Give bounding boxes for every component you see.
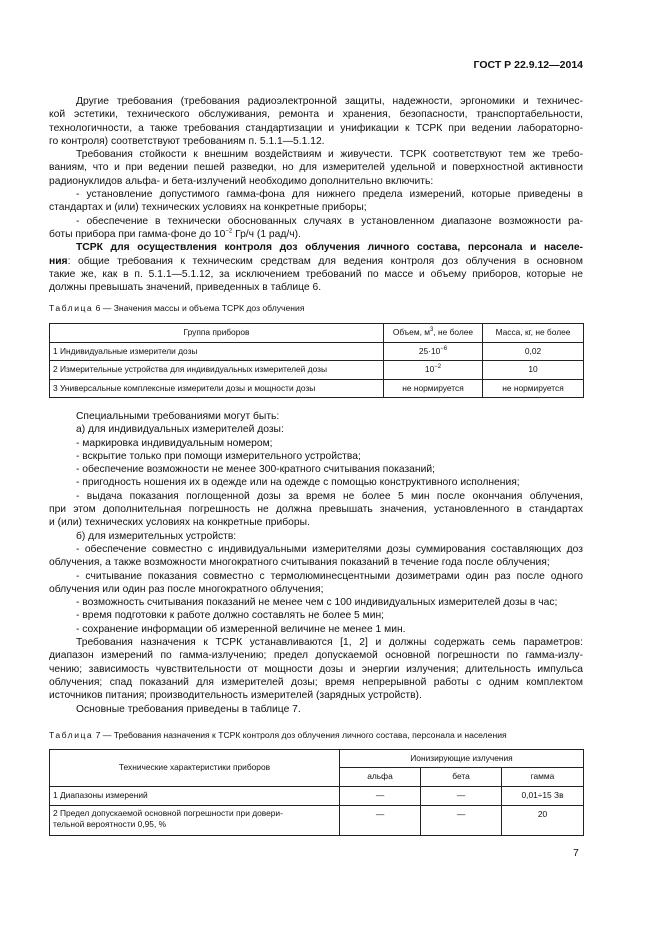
- text-line: - обеспечение в технически обоснованных случаях в установленном диапазоне возможности ра-: [76, 215, 583, 227]
- text-line: чению; зависимость чувствительности от мощности дозы и энергии излучения; длительность импульса: [49, 663, 583, 675]
- text-line: го контроля) соответствуют требованиям п. 5.1.1—5.1.12.: [49, 135, 325, 147]
- table6-header: Масса, кг, не более: [483, 324, 584, 343]
- text-line: ТСРК для осуществления контроля доз облучения личного состава, персонала и населе-: [76, 242, 583, 254]
- text-line: ния: общие требования к техническим средствам для ведения контроля доз облучения в основном: [49, 255, 583, 267]
- text-line: ваниям, что и при ведении пешей разведки, но для измерителей удельной и поверхностной активности: [49, 162, 583, 174]
- text-line: - считывание показания совместно с термолюминесцентными дозиметрами один раз после одного: [76, 570, 583, 582]
- text-line: а) для индивидуальных измерителей дозы:: [76, 424, 284, 436]
- text-line: - вскрытие только при помощи измерительного устройства;: [76, 450, 361, 462]
- table7-subheader: гамма: [502, 768, 584, 786]
- table-row: 2 Измерительные устройства для индивидуальных измерителей дозы $10^{-2}$ 10: [50, 361, 584, 379]
- text-line: Другие требования (требования радиоэлектронной защиты, надежности, эргономики и техничес-: [76, 96, 583, 107]
- text-line: технологичности, а также требования стандартизации и унификации к ТСРК при ведении лабораторно-: [49, 122, 583, 134]
- special-text: [49, 410, 583, 716]
- text-line: Основные требования приведены в таблице 7.: [76, 703, 301, 715]
- text-line: диапазон измерений по гамма-излучению; предел допускаемой основной погрешности по гамма-излу-: [49, 650, 583, 662]
- text-line: и (или) технических условиях на конкретные приборы.: [49, 517, 310, 529]
- text-line: - пригодность ношения их в одежде или на одежде с помощью конструктивного исполнения;: [76, 477, 520, 489]
- table6-header: Группа приборов: [50, 324, 384, 343]
- table7-header-group: Ионизирующие излучения: [340, 750, 584, 768]
- text-line: источников питания; производительность измерителей (зарядных устройств).: [49, 690, 422, 702]
- text-line: Специальными требованиями могут быть:: [76, 411, 280, 422]
- text-line: облучения; спад показаний для измерителей дозы; время непрерывной работы с одним комплектом: [49, 676, 583, 688]
- table6: [49, 323, 584, 398]
- table7-block: [49, 730, 583, 836]
- table-row: 3 Универсальные комплексные измерители дозы и мощности дозы не нормируется не нормируется: [50, 379, 584, 397]
- document-header: ГОСТ Р 22.9.12—2014: [473, 59, 583, 71]
- text-line: стандартах и (или) технических условиях на конкретные приборы;: [49, 202, 367, 214]
- table7: [49, 749, 584, 836]
- text-line: кой эстетики, технического обслуживания, ремонта и хранения, безопасности, транспортабельности,: [49, 109, 583, 121]
- text-line: облучения, а также возможности многократного считывания показаний в течение года после облучения;: [49, 557, 550, 569]
- text-line: такие же, как в п. 5.1.1—5.1.12, за исключением требований по массе и объему приборов, которые не: [49, 268, 583, 280]
- table-row: 1 Диапазоны измерений — — 0,01÷15 Зв: [50, 786, 584, 805]
- text-line: - маркировка индивидуальным номером;: [76, 437, 273, 449]
- table6-caption: Таблица 6 — Значения массы и объема ТСРК доз облучения: [49, 303, 305, 313]
- upper-text: [49, 95, 583, 294]
- text-line: должны превышать значений, приведенных в таблице 6.: [49, 282, 322, 294]
- table7-header: Технические характеристики приборов: [50, 750, 340, 787]
- text-line: - сохранение информации об измеренной величине не менее 1 мин.: [76, 623, 406, 635]
- table-row: 2 Предел допускаемой основной погрешности при довери- тельной вероятности 0,95, % — — 20: [50, 805, 584, 835]
- text-line: радионуклидов альфа- и бета-излучений необходимо дополнительно включить:: [49, 175, 434, 187]
- text-line: - обеспечение совместно с индивидуальными измерителями дозы суммирования составляющих доз: [76, 543, 583, 555]
- text-line: б) для измерительных устройств:: [76, 530, 237, 542]
- table6-header: Объем, $м^3$, не более: [384, 324, 483, 343]
- table6-block: [49, 303, 583, 398]
- text-line: Требования стойкости к внешним воздействиям и живучести. ТСРК соответствуют тем же требо-: [76, 149, 583, 161]
- table-row: 1 Индивидуальные измерители дозы $25\cdot 10^{-6}$ 0,02: [50, 343, 584, 361]
- text-line: - выдача показания поглощенной дозы за время не более 5 мин после окончания облучения,: [76, 490, 583, 502]
- text-line: Требования назначения к ТСРК устанавливаются [1, 2] и должны содержать семь параметров:: [76, 637, 583, 649]
- page-number: 7: [573, 847, 579, 859]
- table7-caption: Таблица 7 — Требования назначения к ТСРК контроля доз облучения личного состава, персонала и населения: [49, 730, 507, 740]
- text-line: - установление допустимого гамма-фона для нижнего предела измерений, которые приведены в: [76, 189, 583, 201]
- table7-subheader: альфа: [340, 768, 421, 786]
- text-line: - время подготовки к работе должно составлять не более 5 мин;: [76, 610, 385, 622]
- text-line: боты прибора при гамма-фоне до $10^{-2}$ Гр/ч (1 рад/ч).: [49, 228, 301, 240]
- text-line: - обеспечение возможности не менее 300-кратного считывания показаний;: [76, 464, 435, 476]
- text-line: облучения или один раз после многократного облучения;: [49, 583, 324, 595]
- text-line: - возможность считывания показаний не менее чем с 100 индивидуальных измерителей дозы в час;: [76, 597, 558, 609]
- text-line: при этом дополнительная погрешность не должна превышать значения, установленного в стандартах: [49, 504, 583, 516]
- table7-subheader: бета: [421, 768, 502, 786]
